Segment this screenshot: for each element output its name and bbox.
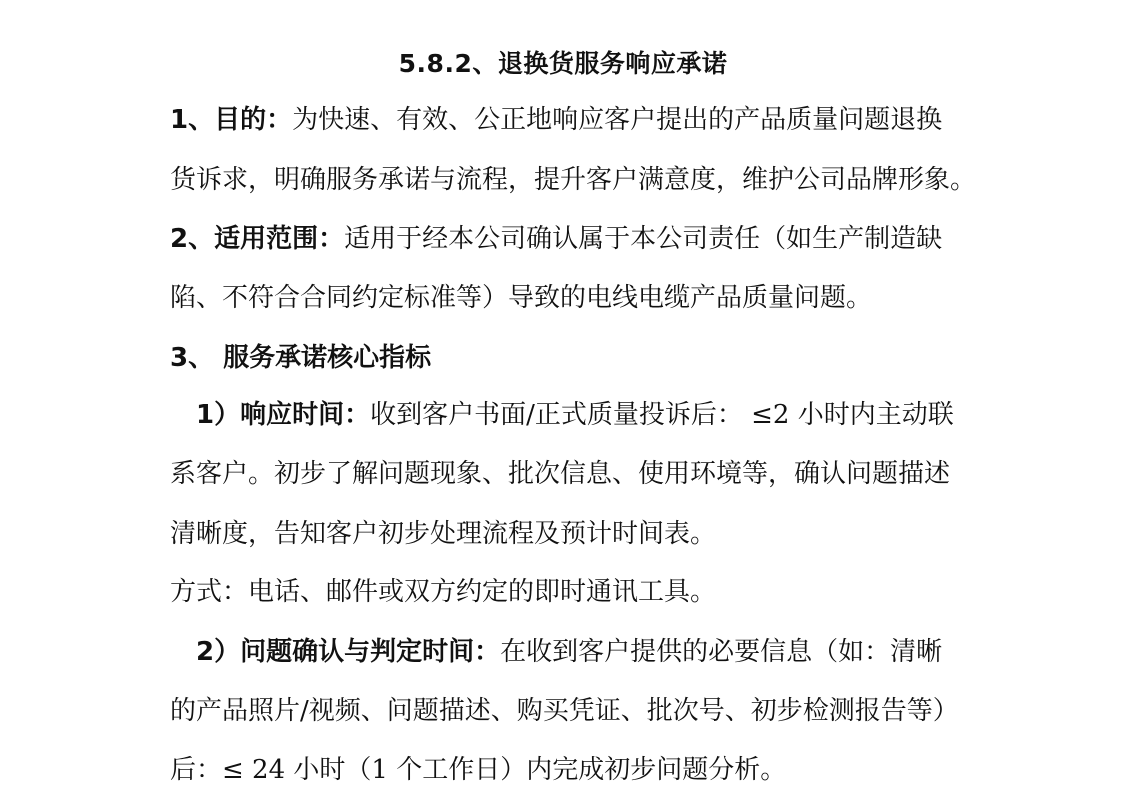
line-6-text: 收到客户书面/正式质量投诉后： ≤2 小时内主动联 (370, 400, 954, 430)
line-8-text: 清晰度，告知客户初步处理流程及预计时间表。 (170, 519, 717, 549)
line-9-text: 方式：电话、邮件或双方约定的即时通讯工具。 (170, 577, 717, 607)
paragraph-line-6 (196, 398, 954, 432)
line-10-text: 在收到客户提供的必要信息（如：清晰 (500, 637, 943, 667)
paragraph-line-3 (170, 222, 942, 256)
line-3-heading: 2、适用范围： (170, 224, 345, 254)
line-12-text: 后：≤ 24 小时（1 个工作日）内完成初步问题分析。 (170, 755, 787, 785)
line-7-text: 系客户。初步了解问题现象、批次信息、使用环境等，确认问题描述 (170, 459, 951, 489)
page-title: 5.8.2、退换货服务响应承诺 (398, 49, 728, 78)
paragraph-line-4 (170, 281, 872, 315)
paragraph-line-10 (196, 635, 942, 669)
paragraph-line-2 (170, 163, 976, 197)
line-4-text: 陷、不符合合同约定标准等）导致的电线电缆产品质量问题。 (170, 283, 873, 313)
paragraph-line-12 (170, 753, 786, 787)
line-1-heading: 1、目的： (170, 105, 293, 135)
line-5-heading: 3、 服务承诺核心指标 (170, 343, 432, 373)
line-10-heading: 2）问题确认与判定时间： (196, 637, 501, 667)
line-2-text: 货诉求，明确服务承诺与流程，提升客户满意度，维护公司品牌形象。 (170, 165, 977, 195)
paragraph-line-11 (170, 694, 959, 728)
line-3-text: 适用于经本公司确认属于本公司责任（如生产制造缺 (344, 224, 943, 254)
line-1-text: 为快速、有效、公正地响应客户提出的产品质量问题退换 (292, 105, 943, 135)
paragraph-line-7 (170, 457, 950, 491)
line-11-text: 的产品照片/视频、问题描述、购买凭证、批次号、初步检测报告等） (170, 696, 959, 726)
paragraph-line-8 (170, 517, 716, 551)
paragraph-line-9 (170, 575, 716, 609)
line-6-heading: 1）响应时间： (196, 400, 371, 430)
paragraph-line-5 (170, 341, 431, 375)
paragraph-line-1 (170, 103, 942, 137)
